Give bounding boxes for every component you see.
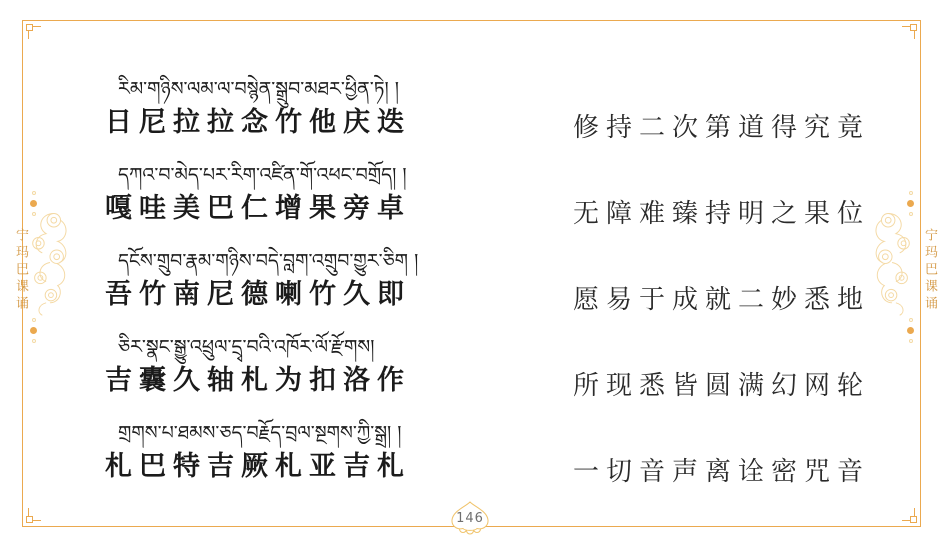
tibetan-line: རིམ་གཉིས་ལམ་ལ་བསྙེན་སྒྲུབ་མཐར་ཕྱིན་ཏེ། ། (118, 78, 399, 100)
tibetan-line: ཅིར་སྣང་སྒྱུ་འཕྲུལ་དྲྭ་བའི་འཁོར་ལོ་རྫོགས། (118, 336, 375, 358)
transliteration-line: 嘎哇美巴仁增果旁卓 (105, 193, 411, 223)
corner-ornament-top-left-icon (28, 26, 41, 39)
translation-line: 愿易于成就二妙悉地 (573, 285, 871, 314)
verse-row (105, 162, 895, 236)
tibetan-line: དངོས་གྲུབ་རྣམ་གཉིས་བདེ་བླག་འགྲུབ་གྱུར་ཅིག ། (118, 250, 419, 272)
verse-row (105, 76, 895, 150)
transliteration-line: 吾竹南尼德喇竹久即 (105, 279, 411, 309)
transliteration-line: 日尼拉拉念竹他庆迭 (105, 107, 411, 137)
verse-row (105, 334, 895, 408)
page-number: 146 (456, 511, 484, 526)
page-number-badge (448, 501, 492, 535)
side-label-left: 宁玛巴课诵 (14, 228, 29, 313)
tibetan-line: དཀའ་བ་མེད་པར་རིག་འཛིན་གོ་འཕང་བགྲོད། ། (118, 164, 407, 186)
corner-ornament-top-right-icon (902, 26, 915, 39)
verse-row (105, 248, 895, 322)
translation-line: 无障难臻持明之果位 (573, 199, 871, 228)
corner-ornament-bottom-right-icon (902, 508, 915, 521)
cloud-scroll-ornament-left-icon (25, 206, 73, 318)
transliteration-line: 札巴特吉厥札亚吉札 (105, 451, 411, 481)
translation-line: 所现悉皆圆满幻网轮 (573, 371, 871, 400)
side-label-right: 宁玛巴课诵 (923, 228, 938, 313)
corner-ornament-bottom-left-icon (28, 508, 41, 521)
translation-line: 一切音声离诠密咒音 (573, 457, 871, 486)
transliteration-line: 吉囊久轴札为扣洛作 (105, 365, 411, 395)
translation-line: 修持二次第道得究竟 (573, 113, 871, 142)
tibetan-line: གྲགས་པ་ཐམས་ཅད་བརྗོད་བྲལ་སྔགས་ཀྱི་སྒྲ། ། (118, 422, 402, 444)
dot-ornament-right-bottom-icon (906, 318, 915, 343)
verse-row (105, 420, 895, 494)
dot-ornament-left-bottom-icon (29, 318, 38, 343)
